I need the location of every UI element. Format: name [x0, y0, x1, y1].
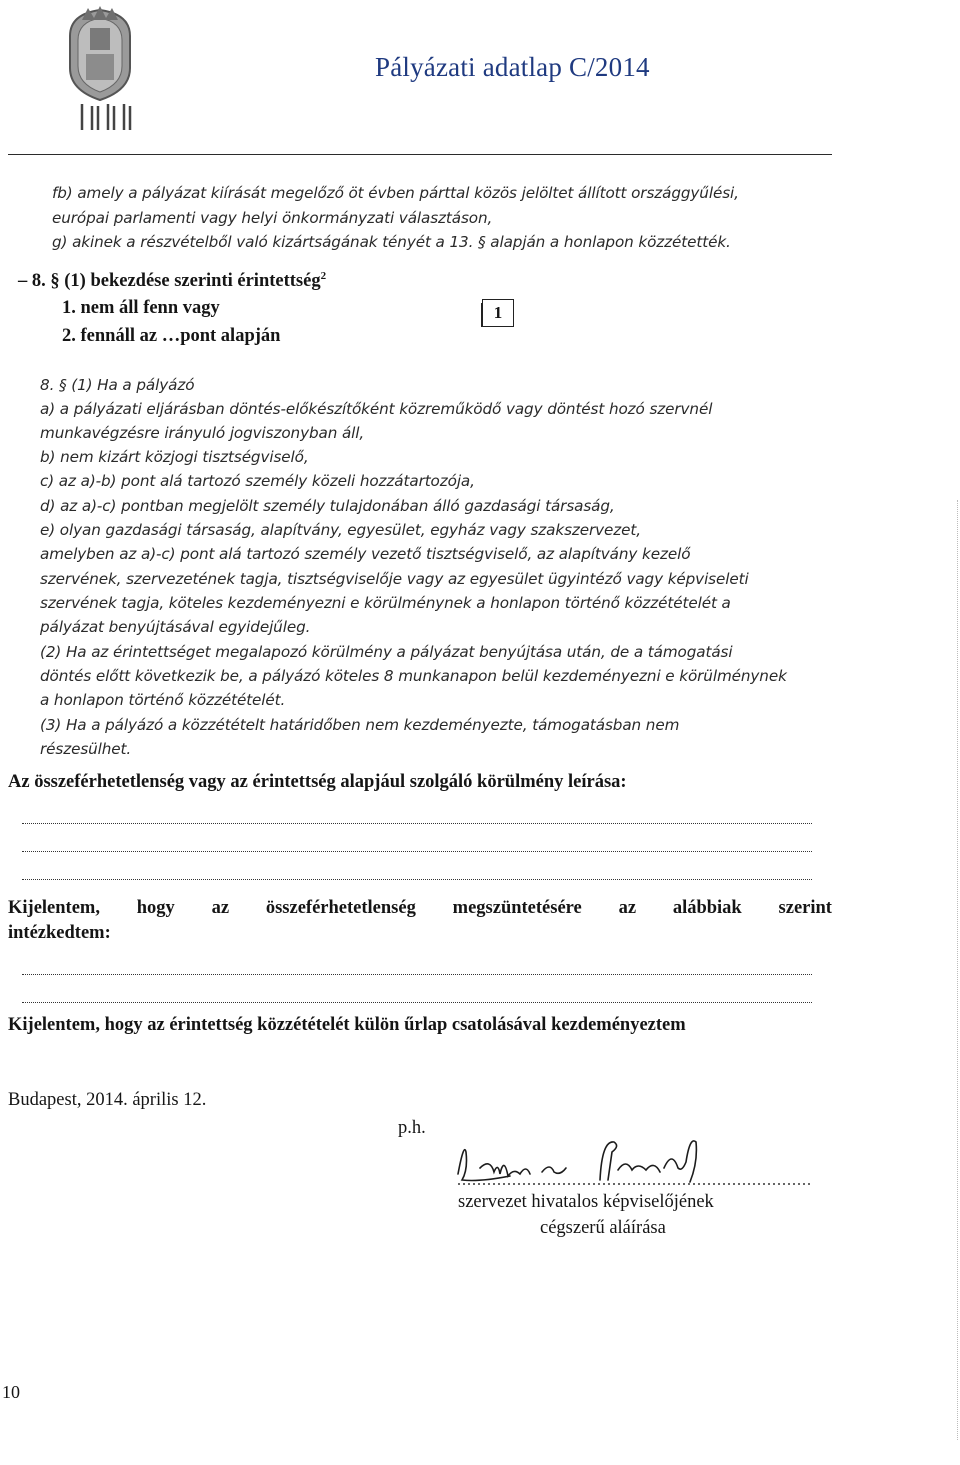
- clause-g-line: g) akinek a részvételből való kizártságának tényét a 13. § alapján a honlapon közzétették.: [52, 233, 731, 251]
- declaration-word: megszüntetésére: [452, 898, 582, 918]
- section8-line-6: e) olyan gazdasági társaság, alapítvány, egyesület, egyház vagy szakszervezet,: [40, 521, 641, 539]
- description-heading: Az összeférhetetlenség vagy az érintettség alapjául szolgáló körülmény leírása:: [8, 772, 627, 792]
- section8-line-14: (3) Ha a pályázó a közzétételt határidőben nem kezdeményezte, támogatásban nem: [40, 716, 680, 734]
- declaration-publication: Kijelentem, hogy az érintettség közzétételét külön űrlap csatolásával kezdeményeztem: [8, 1015, 686, 1035]
- option-selection-box[interactable]: 1: [482, 299, 514, 327]
- section8-line-13: a honlapon történő közzétételét.: [40, 691, 286, 709]
- declaration-word: alábbiak: [672, 898, 742, 918]
- clause-fb-line1: fb) amely a pályázat kiírását megelőző öt évben párttal közös jelöltet állított országgyűlési,: [52, 184, 739, 202]
- description-line-2[interactable]: [22, 851, 812, 852]
- description-line-3[interactable]: [22, 879, 812, 880]
- section8-line-5: d) az a)-c) pontban megjelölt személy tulajdonában álló gazdasági társaság,: [40, 497, 615, 515]
- description-line-1[interactable]: [22, 823, 812, 824]
- section8-line-2: munkavégzésre irányuló jogviszonyban áll,: [40, 424, 365, 442]
- section8-heading: – 8. § (1) bekezdése szerinti érintettség$^2$: [18, 270, 327, 292]
- registration-mark-icon: [78, 98, 134, 134]
- declaration-word: az: [211, 898, 230, 918]
- place-date: Budapest, 2014. április 12.: [8, 1090, 207, 1110]
- option-applicable: 2. fennáll az …pont alapján: [62, 326, 281, 346]
- signature-caption-line1: szervezet hivatalos képviselőjének: [458, 1192, 714, 1212]
- section8-line-3: b) nem kizárt közjogi tisztségviselő,: [40, 448, 309, 466]
- measures-line-2[interactable]: [22, 1002, 812, 1003]
- declaration-word: az: [618, 898, 637, 918]
- coat-of-arms-icon: [60, 6, 140, 102]
- signature-caption-line2: cégszerű aláírása: [540, 1218, 666, 1238]
- section8-line-10: pályázat benyújtásával egyidejűleg.: [40, 618, 311, 636]
- section8-line-8: szervének, szervezetének tagja, tisztségviselője vagy az egyesület ügyintéző vagy képviseleti: [40, 570, 749, 588]
- declaration-word: szerint: [778, 898, 832, 918]
- section8-line-9: szervének tagja, köteles kezdeményezni e körülménynek a honlapon történő közzétételét a: [40, 594, 731, 612]
- declaration-word: Kijelentem,: [8, 898, 100, 918]
- declaration-word: hogy: [136, 898, 175, 918]
- handwritten-signature: [450, 1132, 820, 1194]
- section8-line-4: c) az a)-b) pont alá tartozó személy közeli hozzátartozója,: [40, 472, 475, 490]
- measures-line-1[interactable]: [22, 974, 812, 975]
- form-title: Pályázati adatlap C/2014: [375, 52, 650, 82]
- footnote-mark: 2: [320, 270, 327, 282]
- scan-edge: [957, 500, 958, 1440]
- header-divider: [8, 154, 832, 155]
- section8-line-15: részesülhet.: [40, 740, 132, 758]
- declaration-word: összeférhetetlenség: [265, 898, 416, 918]
- section8-line-11: (2) Ha az érintettséget megalapozó körülmény a pályázat benyújtása után, de a támogatási: [40, 643, 733, 661]
- declaration-measures-line2: intézkedtem:: [8, 923, 111, 943]
- stamp-label: p.h.: [398, 1118, 426, 1138]
- section8-line-12: döntés előtt következik be, a pályázó köteles 8 munkanapon belül kezdeményezni e körülménynek: [40, 667, 787, 685]
- section8-line-7: amelyben az a)-c) pont alá tartozó személy vezető tisztségviselő, az alapítvány kezelő: [40, 545, 691, 563]
- section8-line-1: a) a pályázati eljárásban döntés-előkészítőként közreműködő vagy döntést hozó szervnél: [40, 400, 713, 418]
- section8-line-0: 8. § (1) Ha a pályázó: [40, 376, 195, 394]
- declaration-measures: [8, 898, 832, 919]
- clause-fb-line2: európai parlamenti vagy helyi önkormányzati választáson,: [52, 209, 493, 227]
- option-not-applicable: 1. nem áll fenn vagy: [62, 298, 220, 318]
- page-number: 10: [2, 1382, 20, 1402]
